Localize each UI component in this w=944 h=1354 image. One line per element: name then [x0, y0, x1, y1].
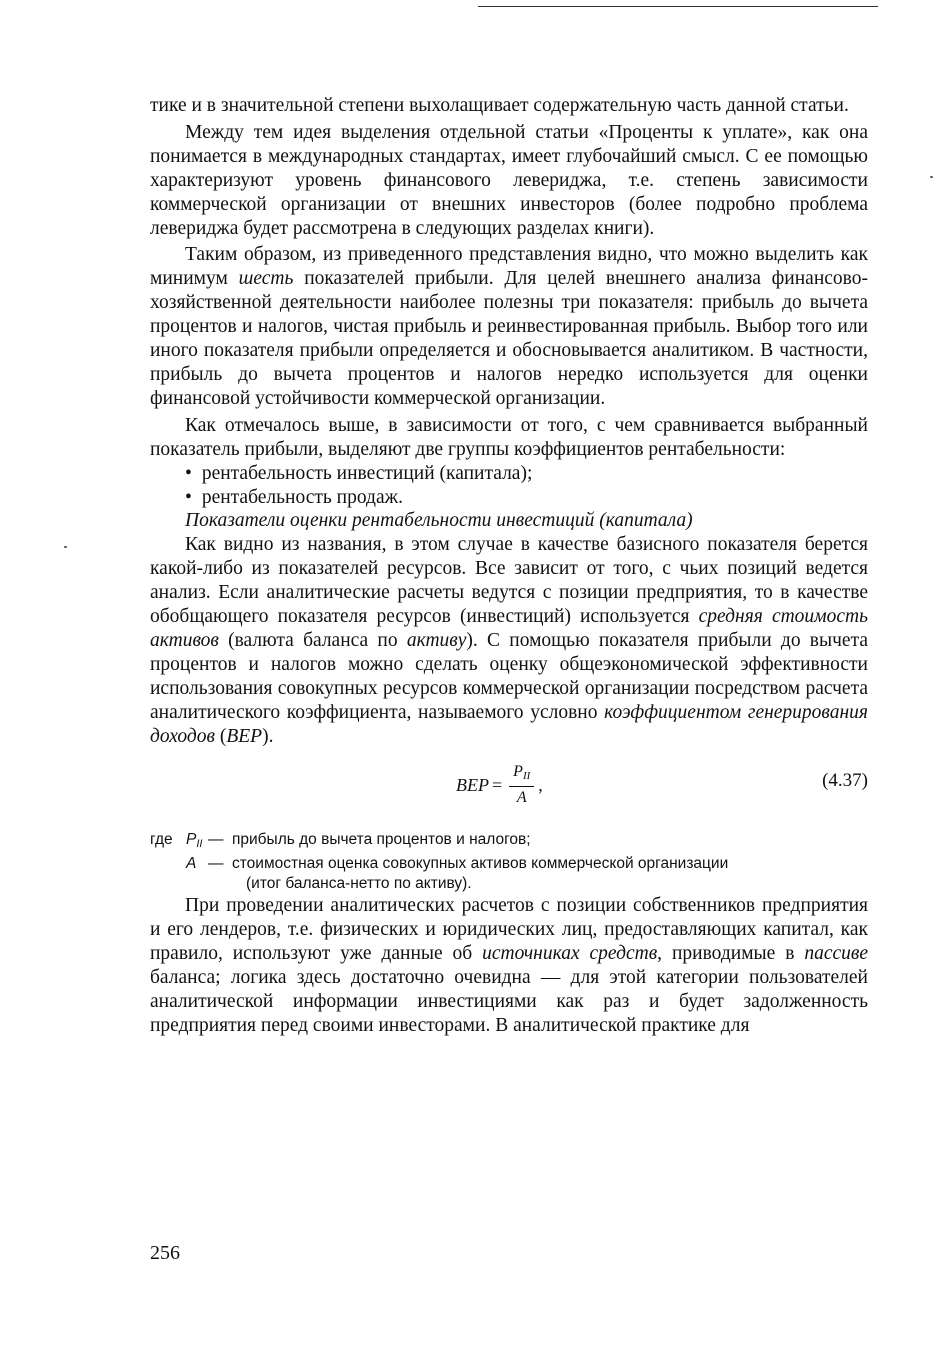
paragraph-2: Между тем идея выделения отдельной статьи «Проценты к уплате», как она понимается в международных стандартах, имеет глубочайший смысл. С ее помощью характеризуют уровень финансового левериджа, т.е. степень зависимости коммерческой организации от внешних инвесторов (более подробно проблема левериджа будет рассмотрена в следующих разделах книги). — [150, 121, 868, 239]
definition-lead: где — [150, 831, 173, 849]
formula-numerator-sub: II — [522, 770, 531, 783]
emphasis-bep: BEP — [226, 725, 263, 747]
definition-text: стоимостная оценка совокупных активов коммерческой организации — [232, 855, 729, 873]
emphasis-bep-coefficient: коэффициентом генерирования доходов — [150, 701, 868, 747]
paragraph-6-part: При проведении аналитических расчетов с позиции собственников предприятия и его лендеров, т.е. физических и юридических лиц, предоставляющих капитал, как правило, используют уже данные об — [150, 895, 868, 965]
paragraph-5-part: ( — [214, 725, 227, 747]
paragraph-3-part: Таким образом, из приведенного представления видно, что можно выделить как минимум — [150, 244, 868, 290]
emphasis-asset: активу — [406, 629, 467, 651]
formula-equals: = — [492, 775, 503, 796]
definition-symbol: A — [186, 855, 197, 873]
formula-block — [150, 756, 868, 822]
formula-lhs: BEP — [456, 775, 489, 796]
emphasis-avg-assets: средняя стоимость активов — [150, 606, 868, 651]
top-rule — [478, 6, 878, 7]
formula — [456, 762, 543, 809]
paragraph-1: тике и в значительной степени выхолащивает содержательную часть данной статьи. — [150, 95, 849, 116]
emphasis-six: шесть — [238, 268, 294, 290]
definition-lead-empty — [150, 854, 186, 874]
scan-speck — [930, 176, 933, 178]
paragraph-5 — [150, 533, 868, 748]
formula-numerator — [509, 762, 534, 787]
paragraph-4: Как отмечалось выше, в зависимости от того, с чем сравнивается выбранный показатель прибыли, выделяют две группы коэффициентов рентабельности: — [150, 414, 868, 460]
equation-number: (4.37) — [822, 770, 868, 792]
definition-text: прибыль до вычета процентов и налогов; — [232, 831, 531, 849]
emphasis-sources: источниках средств — [482, 943, 658, 965]
definition-row — [150, 830, 868, 854]
bullet-list — [150, 462, 868, 510]
page-body — [150, 94, 868, 1038]
paragraph-6 — [150, 894, 868, 1037]
paragraph-6-part: баланса; логика здесь достаточно очевидна — для этой категории пользователей аналитической информации инвестициями как раз и будет задолженность предприятия перед своими инвесторами. В аналитической практике для — [150, 967, 868, 1036]
definition-row — [150, 854, 868, 874]
formula-fraction — [509, 762, 534, 809]
paragraph-6-part: , приводимые в — [657, 943, 805, 965]
definition-symbol-letter: P — [186, 831, 197, 849]
emphasis-liability: пассиве — [804, 943, 868, 965]
definition-continuation: (итог баланса-нетто по активу). — [246, 875, 472, 893]
formula-denominator: A — [516, 789, 527, 807]
bullet-item: • рентабельность продаж. — [185, 486, 868, 510]
section-subheading: Показатели оценки рентабельности инвестиций (капитала) — [185, 510, 693, 532]
paragraph-3-part: показателей прибыли. Для целей внешнего анализа финансово-хозяйственной деятельности наиболее полезны три показателя: прибыль до вычета процентов и налогов, чистая прибыль и реинвестированная прибыль. Выбор того или иного показателя прибыли определяется и обосновывается аналитиком. В частности, прибыль до вычета процентов и налогов нередко используется для оценки финансовой устойчивости коммерческой организации. — [150, 268, 868, 409]
definition-symbol — [186, 830, 208, 854]
definition-dash: — — [208, 855, 224, 873]
page-number: 256 — [150, 1242, 180, 1264]
paragraph-5-part: (валюта баланса по — [218, 629, 407, 651]
paragraph-5-part: ). — [262, 725, 274, 747]
paragraph-5-part: Как видно из названия, в этом случае в качестве базисного показателя берется какой-либо из показателей ресурсов. Все зависит от того, с чьих позиций ведется анализ. Если аналитические расчеты ведутся с позиции предприятия, то в качестве обобщающего показателя ресурсов (инвестиций) используется — [150, 534, 868, 628]
formula-tail: , — [538, 775, 543, 796]
paragraph-5-part: ). С помощью показателя прибыли до вычета процентов и налогов можно сделать оценку общеэкономической эффективности использования совокупных ресурсов коммерческой организации посредством расчета аналитического коэффициента, называемого условно — [150, 629, 868, 723]
bullet-item: • рентабельность инвестиций (капитала); — [185, 462, 868, 486]
paragraph-3 — [150, 243, 868, 410]
definition-dash: — — [208, 831, 224, 849]
formula-numerator-symbol: P — [513, 763, 523, 781]
formula-definitions — [150, 830, 868, 894]
definition-symbol-sub: II — [196, 838, 203, 851]
scan-speck — [64, 546, 67, 548]
